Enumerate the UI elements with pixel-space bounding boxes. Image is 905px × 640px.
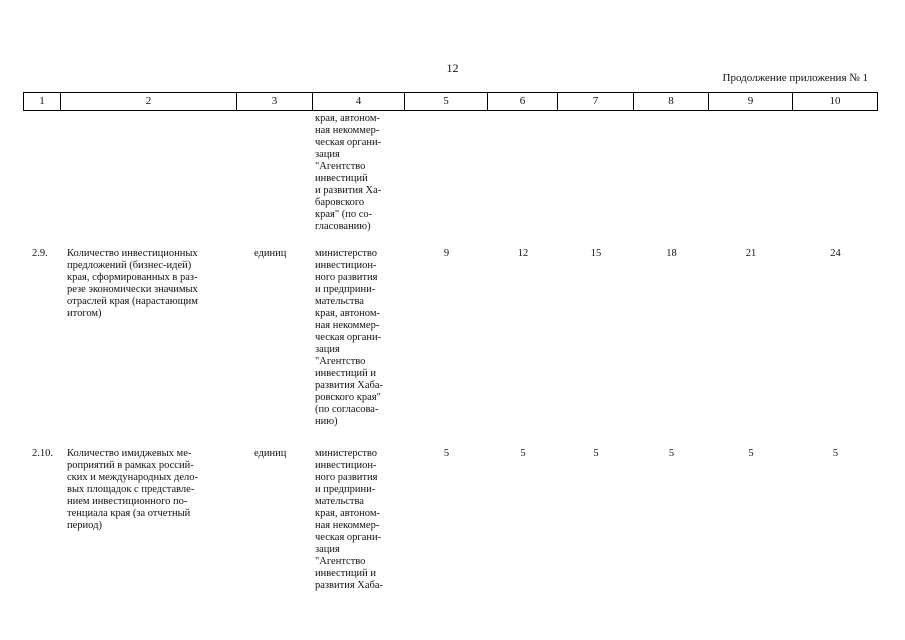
column-header: 10 [793,92,878,111]
value-cell: 21 [745,248,757,259]
value-cell: 5 [832,448,839,459]
value-cell: 5 [520,448,526,459]
column-header: 5 [405,92,488,111]
row-number: 2.9. [32,248,48,259]
column-header: 6 [488,92,558,111]
column-header: 4 [313,92,405,111]
table-header [23,92,878,111]
unit-cell: единиц [254,248,287,259]
value-cell: 15 [590,248,602,259]
column-header: 7 [558,92,634,111]
indicator-cell: Количество имиджевых ме- роприятий в рамках россий- ских и международных дело- вых площадок с представле- нием инвестиционного по- тенциала края (за отчетный период) [67,448,199,531]
indicator-cell: Количество инвестиционных предложений (бизнес-идей) края, сформированных в раз- резе экономически значимых отраслей края (нарастающим итогом) [67,248,198,319]
value-cell: 12 [517,248,529,259]
page-number: 12 [446,61,459,75]
value-cell: 24 [830,248,841,259]
value-cell: 5 [593,448,599,459]
responsible-cell: края, автоном- ная некоммер- ческая органи- зация "Агентство инвестиций и развития Ха- баровского края" (по со- гласованию) [315,113,382,232]
continuation-label: Продолжение приложения № 1 [722,72,868,84]
column-header: 1 [23,92,61,111]
value-cell: 18 [666,248,677,259]
responsible-cell: министерство инвестицион- ного развития и предприни- мательства края, автоном- ная некоммер- ческая органи- зация "Агентство инвестиций и развития Хаба- [315,448,384,591]
value-cell: 5 [668,448,675,459]
column-header: 8 [634,92,709,111]
column-header: 9 [709,92,793,111]
column-header: 2 [61,92,237,111]
responsible-cell: министерство инвестицион- ного развития и предприни- мательства края, автоном- ная некоммер- ческая органи- зация "Агентство инвестиций и развития Хаба- ровского края" (по согласова- нию) [315,248,384,427]
value-cell: 5 [443,448,450,459]
value-cell: 5 [748,448,754,459]
value-cell: 9 [443,248,450,259]
unit-cell: единиц [254,448,287,459]
column-header: 3 [237,92,313,111]
row-number: 2.10. [32,448,53,459]
